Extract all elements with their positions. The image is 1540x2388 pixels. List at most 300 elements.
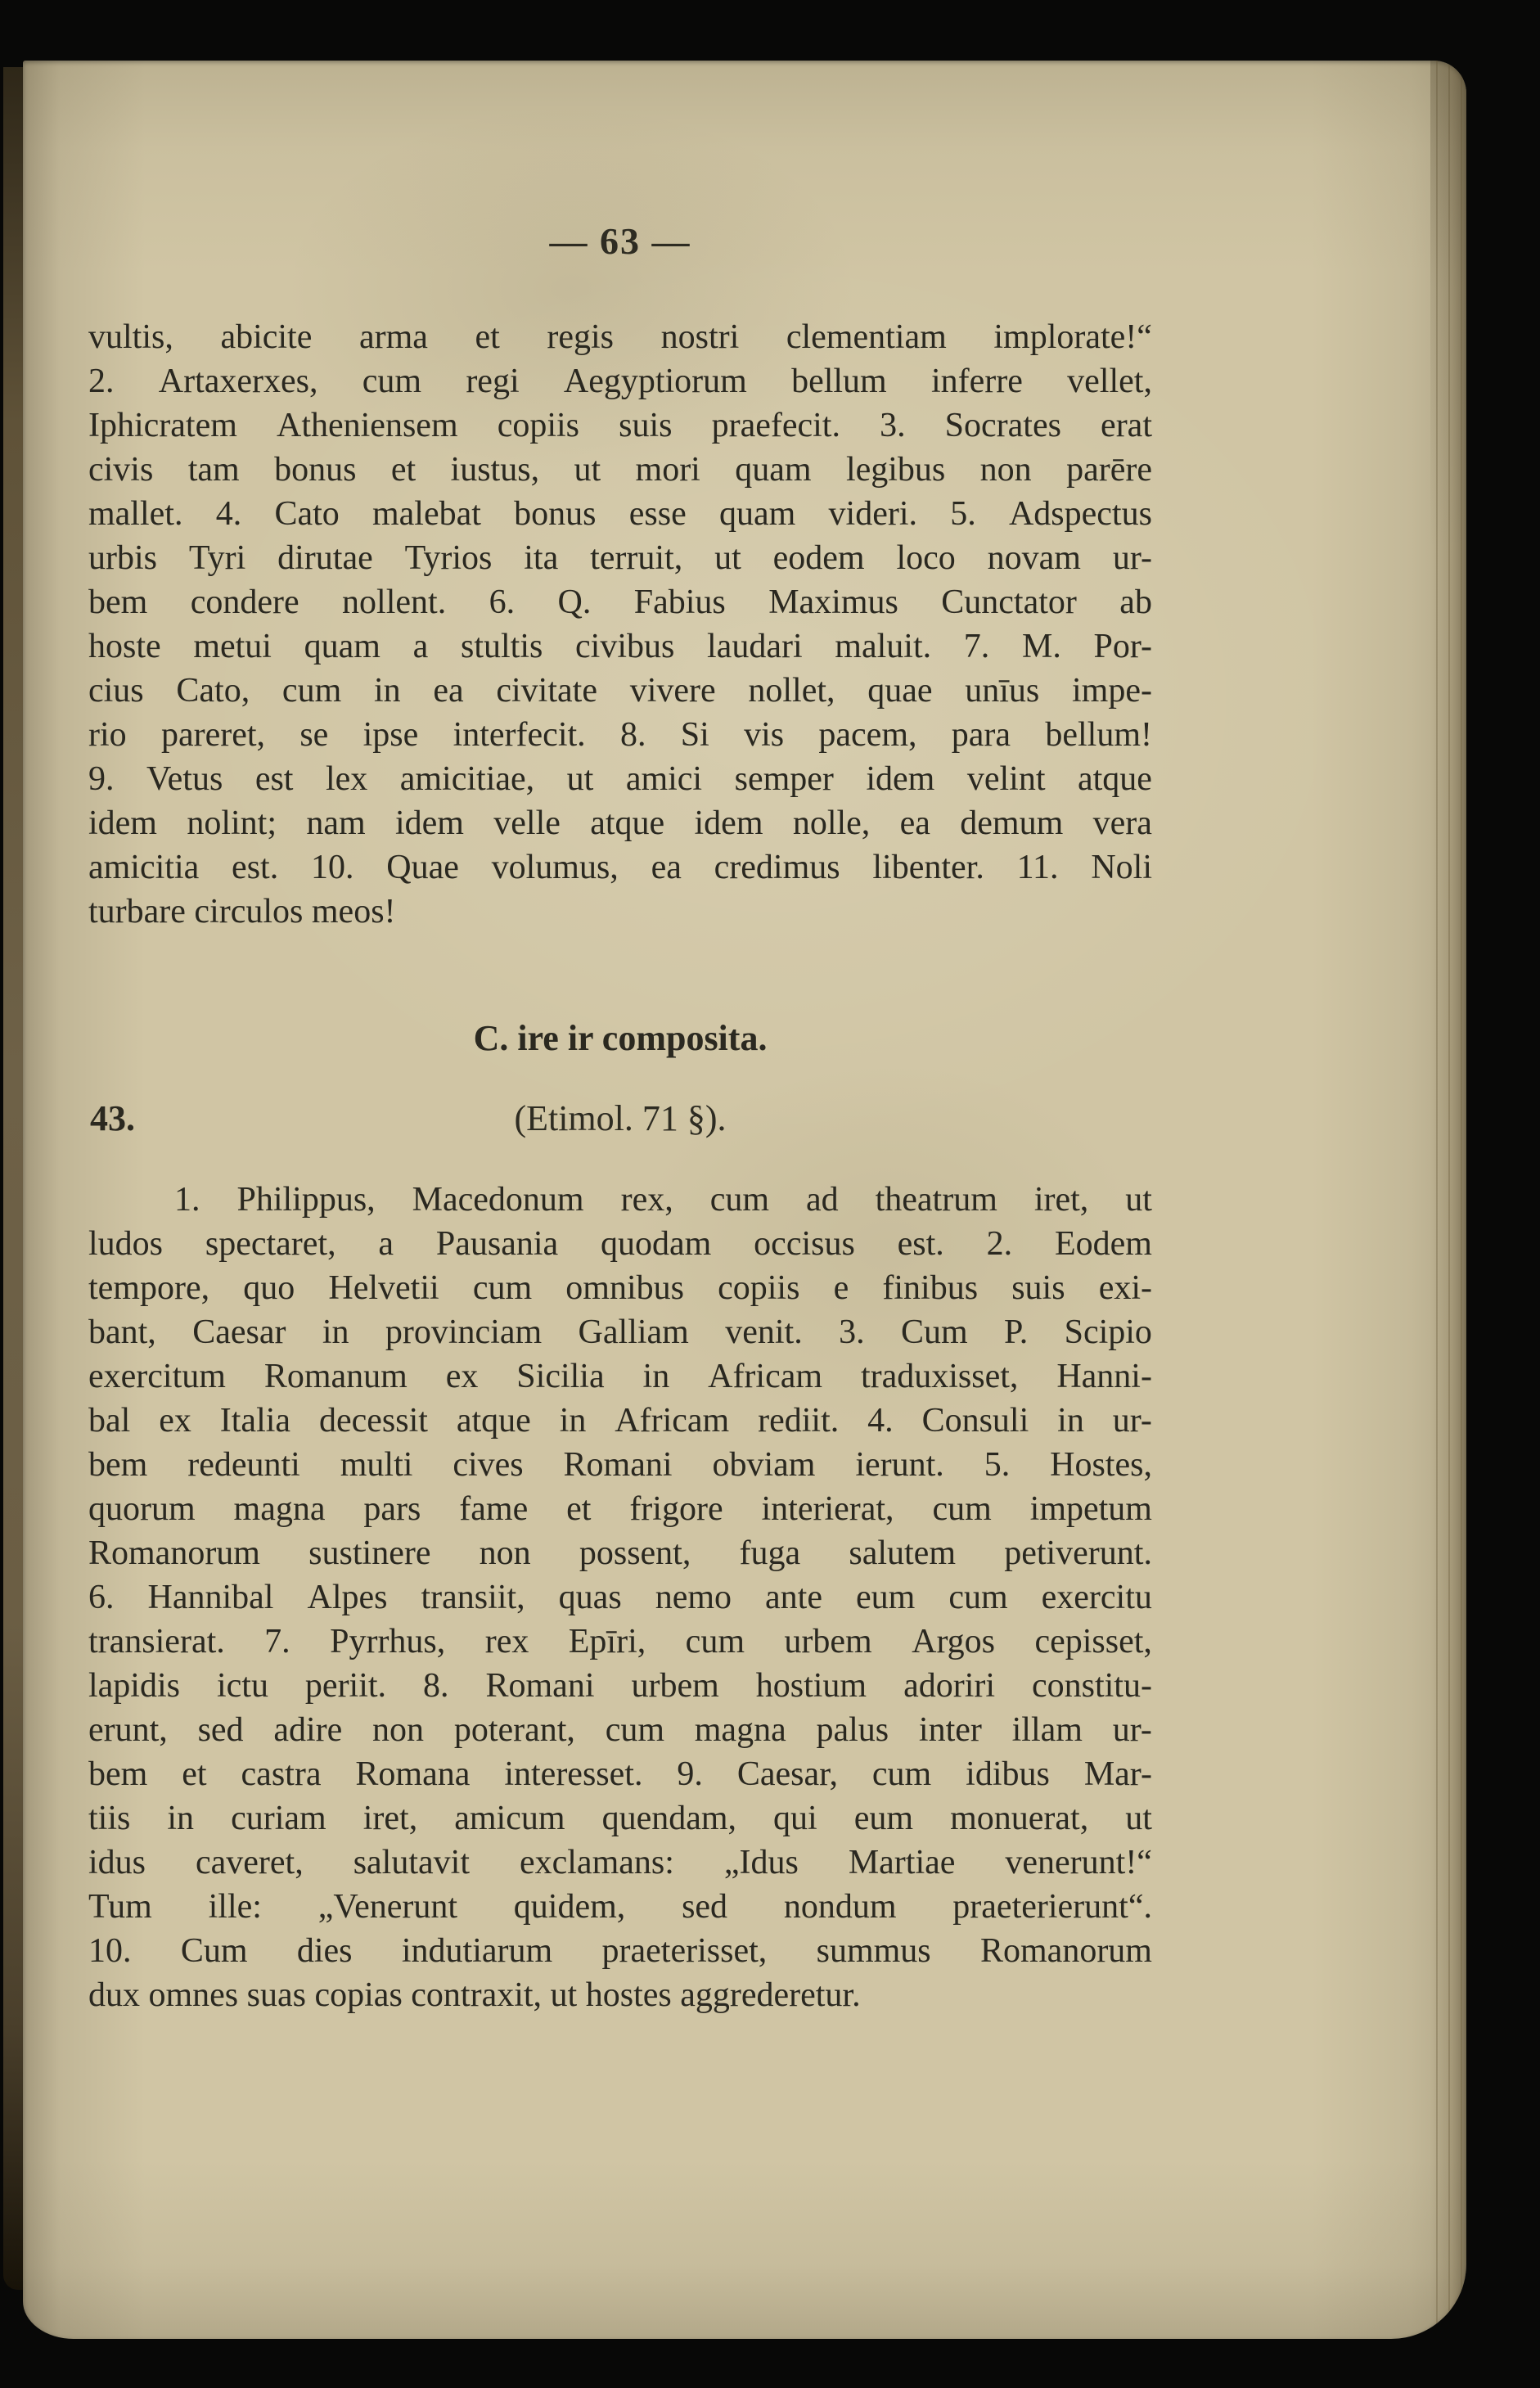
word: Hostes, (1050, 1446, 1152, 1484)
word: Atheniensem (277, 407, 458, 444)
word: Tyrios (404, 539, 493, 577)
word: 4. (867, 1402, 894, 1440)
word: cum (709, 1181, 769, 1219)
word: mori (635, 451, 700, 489)
word: adoriri (903, 1667, 996, 1705)
word: Romanum (263, 1358, 408, 1395)
word: Pausania (435, 1225, 559, 1263)
text-line (88, 1708, 1152, 1752)
word: multi (340, 1446, 413, 1484)
word: adire (273, 1711, 343, 1749)
word: et (566, 1490, 592, 1528)
word: obviam (712, 1446, 816, 1484)
word: loco (896, 539, 956, 577)
word: vellet, (1067, 363, 1152, 400)
word: Q. (557, 583, 592, 621)
word: sustinere (308, 1534, 431, 1572)
word: 7. (264, 1623, 290, 1660)
word: in (167, 1800, 195, 1837)
word: ut (566, 760, 594, 798)
word: rediit. (758, 1402, 840, 1440)
word: Romana (355, 1755, 471, 1793)
word: Argos (912, 1623, 996, 1660)
word: dirutae (277, 539, 373, 577)
word: frigore (629, 1490, 723, 1528)
word: ur- (1112, 539, 1152, 577)
word: „Idus (723, 1844, 799, 1881)
text-line (88, 580, 1152, 624)
word: quendam, (601, 1800, 737, 1837)
word: inferre (930, 363, 1023, 400)
text-line: dux omnes suas copias contraxit, ut hostes aggrederetur. (88, 1976, 861, 2014)
paragraph-exercise-43 (88, 1178, 1152, 2017)
text-line (88, 1841, 1152, 1885)
word: atque (590, 804, 665, 842)
word: ut (714, 539, 741, 577)
text-line (88, 448, 1152, 492)
text-line (88, 1399, 1152, 1443)
word: libenter. (872, 849, 984, 886)
word: omnibus (565, 1269, 684, 1307)
word: bonus (514, 495, 597, 533)
word: impetum (1029, 1490, 1152, 1528)
word: 6. (489, 583, 516, 621)
word: ab (1119, 583, 1152, 621)
word: exclamans: (519, 1844, 674, 1881)
word: a (378, 1225, 394, 1263)
word: lapidis (88, 1667, 180, 1705)
word: pareret, (160, 716, 266, 754)
word: ea (899, 804, 930, 842)
word: 5. (984, 1446, 1011, 1484)
word: urbis (88, 539, 157, 577)
word: ex (445, 1358, 479, 1395)
text-line (88, 403, 1152, 448)
text-line (88, 536, 1152, 580)
word: pars (363, 1490, 421, 1528)
word: rex (484, 1623, 529, 1660)
word: Mar- (1083, 1755, 1152, 1793)
book-gutter-page-edge (3, 67, 24, 2290)
word: eum (853, 1800, 914, 1837)
text-line (88, 1885, 1152, 1929)
word: in (322, 1313, 349, 1351)
word: ludos (88, 1225, 164, 1263)
word: rex, (620, 1181, 673, 1219)
word: ut (574, 451, 601, 489)
word: ur- (1112, 1711, 1152, 1749)
word: Si (680, 716, 709, 754)
text-line (88, 757, 1152, 801)
word: ille: (208, 1888, 262, 1926)
word: ea (651, 849, 682, 886)
word: traduxisset, (860, 1358, 1019, 1395)
word: bem (88, 583, 148, 621)
text-line (88, 1178, 1152, 1222)
text-line (88, 1752, 1152, 1796)
word: salutavit (353, 1844, 470, 1881)
paragraph-exercise-42 (88, 315, 1152, 934)
word: quodam (601, 1225, 712, 1263)
word: 1. (174, 1181, 200, 1219)
word: interfecit. (453, 716, 586, 754)
section-heading: C. ire ir composita. (473, 1018, 768, 1058)
word: quam (304, 628, 380, 665)
word: 3. (839, 1313, 865, 1351)
word: ipse (362, 716, 419, 754)
word: castra (241, 1755, 322, 1793)
word: velle (493, 804, 561, 842)
word: tiis (88, 1800, 131, 1837)
word: 9. (677, 1755, 703, 1793)
word: eodem (772, 539, 865, 577)
word: Galliam (578, 1313, 689, 1351)
word: nemo (655, 1579, 732, 1616)
word: praeterierunt“. (952, 1888, 1152, 1926)
word: nostri (660, 318, 740, 356)
word: 5. (950, 495, 976, 533)
word: dies (296, 1932, 353, 1970)
word: quidem, (513, 1888, 626, 1926)
word: Tum (88, 1888, 152, 1926)
word: ante (765, 1579, 822, 1616)
word: venerunt!“ (1005, 1844, 1152, 1881)
word: idus (88, 1844, 146, 1881)
word: transierat. (88, 1623, 225, 1660)
word: regi (466, 363, 520, 400)
word: Fabius (633, 583, 726, 621)
word: interierat, (761, 1490, 894, 1528)
word: periit. (304, 1667, 387, 1705)
word: non (479, 1534, 531, 1572)
text-line (88, 1531, 1152, 1575)
word: erat (1101, 407, 1152, 444)
word: e (833, 1269, 849, 1307)
word: nollet, (748, 672, 835, 710)
word: stultis (460, 628, 543, 665)
word: in (642, 1358, 670, 1395)
word: quam (735, 451, 812, 489)
word: et (182, 1755, 207, 1793)
word: cius (88, 672, 144, 710)
word: Eodem (1054, 1225, 1152, 1263)
word: Helvetii (328, 1269, 439, 1307)
text-line (88, 1266, 1152, 1310)
word: regis (547, 318, 615, 356)
word: Noli (1091, 849, 1152, 886)
word: bem (88, 1755, 148, 1793)
word: nolint; (187, 804, 277, 842)
page-fore-edge (1430, 61, 1466, 2339)
word: exercitum (88, 1358, 226, 1395)
word: novam (987, 539, 1081, 577)
word: Caesar (192, 1313, 286, 1351)
word: sed (682, 1888, 728, 1926)
word: praefecit. (711, 407, 840, 444)
word: velint (966, 760, 1046, 798)
word: Tyri (188, 539, 246, 577)
word: lex (325, 760, 368, 798)
word: civibus (575, 628, 675, 665)
word: amicitia (88, 849, 200, 886)
word: metui (193, 628, 272, 665)
word: credimus (714, 849, 840, 886)
word: 4. (215, 495, 242, 533)
word: monuerat, (950, 1800, 1089, 1837)
word: se (299, 716, 329, 754)
word: cepisset, (1034, 1623, 1152, 1660)
word: cum (281, 672, 342, 710)
word: condere (190, 583, 299, 621)
word: quae (867, 672, 933, 710)
word: petiverunt. (1004, 1534, 1152, 1572)
word: qui (773, 1800, 817, 1837)
word: volumus, (491, 849, 619, 886)
word: est. (232, 849, 279, 886)
word: maluit. (835, 628, 932, 665)
word: Africam (708, 1358, 823, 1395)
word: inter (918, 1711, 982, 1749)
word: Cato, (176, 672, 250, 710)
word: 9. (88, 760, 115, 798)
word: iret, (362, 1800, 418, 1837)
word: 10. (88, 1932, 132, 1970)
text-line (88, 801, 1152, 845)
word: Adspectus (1008, 495, 1152, 533)
word: atque (1077, 760, 1152, 798)
word: eum (855, 1579, 916, 1616)
word: tam (187, 451, 240, 489)
word: constitu- (1031, 1667, 1152, 1705)
word: summus (816, 1932, 931, 1970)
word: Consuli (921, 1402, 1029, 1440)
word: clementiam (786, 318, 947, 356)
text-line (88, 624, 1152, 669)
word: cum (932, 1490, 992, 1528)
word: Por- (1093, 628, 1152, 665)
text-line (88, 1929, 1152, 1973)
word: idibus (966, 1755, 1050, 1793)
word: terruit, (590, 539, 683, 577)
word: semper (734, 760, 834, 798)
word: cum (605, 1711, 664, 1749)
word: bem (88, 1446, 148, 1484)
word: ierunt. (855, 1446, 944, 1484)
word: Cum (900, 1313, 968, 1351)
word: Sicilia (516, 1358, 605, 1395)
word: Caesar, (736, 1755, 838, 1793)
text-line (88, 1443, 1152, 1487)
word: Cum (180, 1932, 248, 1970)
word: 7. (963, 628, 990, 665)
word: illam (1011, 1711, 1083, 1749)
word: vera (1092, 804, 1152, 842)
text-line (88, 669, 1152, 713)
word: quo (243, 1269, 295, 1307)
word: cum (871, 1755, 932, 1793)
word: transiit, (421, 1579, 525, 1616)
word: civis (88, 451, 154, 489)
word: unīus (965, 672, 1040, 710)
word: malebat (372, 495, 481, 533)
text-line (88, 1664, 1152, 1708)
word: urbem (784, 1623, 872, 1660)
word: Africam (615, 1402, 730, 1440)
section-subheading: (Etimol. 71 §). (514, 1098, 727, 1138)
word: Romanorum (980, 1932, 1152, 1970)
text-line (88, 1620, 1152, 1664)
word: Philippus, (236, 1181, 376, 1219)
word: parēre (1066, 451, 1152, 489)
word: 2. (986, 1225, 1013, 1263)
word: nam (306, 804, 366, 842)
text-line (88, 359, 1152, 403)
word: caveret, (195, 1844, 304, 1881)
word: exi- (1098, 1269, 1152, 1307)
word: Romani (485, 1667, 595, 1705)
word: suis (619, 407, 673, 444)
word: Cato (274, 495, 340, 533)
word: 11. (1016, 849, 1059, 886)
word: abicite (220, 318, 313, 356)
book-page (23, 61, 1466, 2339)
word: 8. (619, 716, 646, 754)
word: fuga (739, 1534, 801, 1572)
word: quorum (88, 1490, 196, 1528)
word: para (951, 716, 1011, 754)
word: idem (694, 804, 763, 842)
word: Artaxerxes, (158, 363, 318, 400)
word: ea (433, 672, 464, 710)
word: Aegyptiorum (563, 363, 747, 400)
text-column (88, 61, 1152, 2339)
word: bonus (274, 451, 357, 489)
word: est (254, 760, 294, 798)
word: ex (159, 1402, 191, 1440)
word: ur- (1112, 1402, 1152, 1440)
exercise-number: 43. (90, 1098, 135, 1138)
word: magna (694, 1711, 786, 1749)
word: Socrates (944, 407, 1061, 444)
word: suis (1011, 1269, 1065, 1307)
word: esse (628, 495, 687, 533)
word: magna (233, 1490, 326, 1528)
word: sed (197, 1711, 244, 1749)
word: et (390, 451, 417, 489)
word: legibus (845, 451, 946, 489)
word: „Venerunt (317, 1888, 458, 1926)
word: Romani (563, 1446, 673, 1484)
word: pacem, (818, 716, 917, 754)
word: cum (362, 363, 422, 400)
word: praeterisset, (601, 1932, 768, 1970)
page-number: — 63 — (549, 220, 691, 262)
word: implorate!“ (993, 318, 1152, 356)
word: in (373, 672, 401, 710)
word: fame (459, 1490, 529, 1528)
word: ita (524, 539, 559, 577)
word: cum (948, 1579, 1008, 1616)
word: cives (453, 1446, 524, 1484)
word: laudari (707, 628, 803, 665)
word: atque (456, 1402, 531, 1440)
word: copiis (718, 1269, 800, 1307)
word: 2. (88, 363, 115, 400)
word: urbem (631, 1667, 719, 1705)
word: Hanni- (1056, 1358, 1152, 1395)
word: venit. (725, 1313, 803, 1351)
word: Vetus (146, 760, 223, 798)
word: possent, (579, 1534, 691, 1572)
word: idem (88, 804, 157, 842)
word: copiis (497, 407, 580, 444)
word: quas (558, 1579, 622, 1616)
text-line (88, 1354, 1152, 1399)
word: decessit (318, 1402, 428, 1440)
word: tempore, (88, 1269, 210, 1307)
word: Pyrrhus, (330, 1623, 446, 1660)
word: ad (805, 1181, 839, 1219)
word: vivere (629, 672, 716, 710)
word: Martiae (848, 1844, 956, 1881)
word: Maximus (768, 583, 898, 621)
word: non (979, 451, 1032, 489)
word: quam (718, 495, 796, 533)
word: palus (816, 1711, 889, 1749)
text-line (88, 315, 1152, 359)
word: in (1057, 1402, 1084, 1440)
word: bant, (88, 1313, 156, 1351)
text-line (88, 1487, 1152, 1531)
word: arma (358, 318, 428, 356)
word: finibus (882, 1269, 979, 1307)
text-line (88, 1222, 1152, 1266)
text-line (88, 845, 1152, 890)
word: Quae (386, 849, 459, 886)
word: mallet. (88, 495, 183, 533)
word: indutiarum (401, 1932, 553, 1970)
word: exercitu (1041, 1579, 1152, 1616)
word: Hannibal (147, 1579, 274, 1616)
word: a (412, 628, 429, 665)
text-line (88, 713, 1152, 757)
word: nondum (783, 1888, 897, 1926)
word: poterant, (453, 1711, 575, 1749)
word: et (475, 318, 500, 356)
word: curiam (231, 1800, 326, 1837)
word: bellum (791, 363, 887, 400)
word: interesset. (504, 1755, 643, 1793)
word: idem (394, 804, 464, 842)
text-line (88, 492, 1152, 536)
word: hostium (755, 1667, 867, 1705)
word: provinciam (385, 1313, 543, 1351)
word: impe- (1071, 672, 1152, 710)
word: 3. (880, 407, 906, 444)
exercise-header-row (88, 1097, 1152, 1141)
text-line: turbare circulos meos! (88, 893, 396, 930)
word: 10. (310, 849, 354, 886)
word: Macedonum (412, 1181, 584, 1219)
text-line (88, 1575, 1152, 1620)
word: amicitiae, (399, 760, 535, 798)
word: hoste (88, 628, 161, 665)
word: M. (1021, 628, 1061, 665)
word: rio (88, 716, 127, 754)
word: bellum! (1045, 716, 1152, 754)
word: 6. (88, 1579, 115, 1616)
text-line (88, 1310, 1152, 1354)
